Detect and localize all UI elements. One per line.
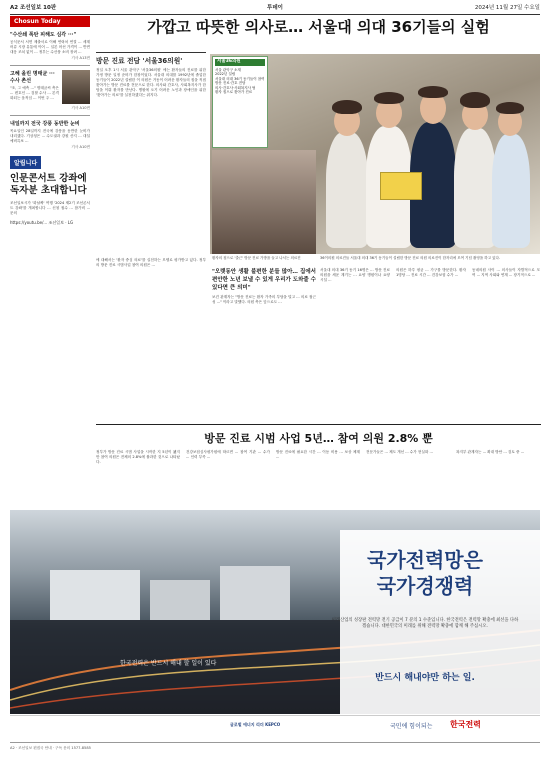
page-number: A2 조선일보 10판 [10,5,57,11]
sidebar-item-source: 기사 A10면 [71,106,90,110]
notice-headline[interactable]: 인문콘서트 강좌에 독자분 초대합니다 [10,173,87,196]
story2-column: 전문가들은 ... 제도 개선 ... 수가 현실화 ... [366,450,433,454]
sidebar-item-title: "수산쇄 폭탄 피해도 심각 ···" [10,32,77,38]
story-column [472,268,540,428]
story-column-text: 의원은 하루 평균 ... 가구를 방문한다. 환자 1명당 ... 진료 시간 ... 건강보험 수가 ... [396,268,466,277]
sidebar-item-body: 목요일인 28일까지 전국에 강풍을 동반한 눈비가 내리겠다. 기상청은 ... 수도권과 강원 산지 ... 대설 예비특보 ... [10,129,90,143]
ad-subtext: 미래산업의 성장판 전력망 전기 공급이 7 분의 1 수준입니다. 한국전력은 전력망 확충에 최선을 다하겠습니다. 대한민국의 미래를 위해 전력망 확충에 함께 해 주십시오. [331,618,519,629]
info-box [212,56,268,148]
sidebar-item[interactable] [10,120,90,150]
notice-section-title: 알립니다 [10,156,41,169]
portrait-photo [62,70,90,104]
issue-date: 2024년 11월 27일 수요일 [474,5,540,11]
ad-title-line: 국가전력망은 [367,548,483,572]
story2-column: 복지부 관계자는 ... 확대 방안 ... 검토 중 ... [456,450,525,454]
story-column-text: 동네의원 사이 ... 의사들이 자발적으로 모여 ... 지역 사회와 연계 ... 장기적으로 ... [472,268,540,277]
notice-body: 조선일보시가 '화날짜' 여행 '2024 제2기 조선콘서트 강좌'를 개최합니다 ... 신청 접수 ... 참가비 ... 문의 [10,201,90,215]
main-headline: 가깝고 따뜻한 의사로… 서울대 의대 36기들의 실험 [147,18,490,36]
doctor-photo [212,150,316,254]
info-box-title: 서울36의원 [215,59,265,66]
story-column [96,258,206,418]
story-column [320,268,390,428]
ad-slogan: 국민에 힘이되는 [390,723,433,730]
notice-contact[interactable]: https://youtu.be/... 조선일보 · LG [10,220,74,225]
pull-quote: "오랫동안 생활 불편한 분들 많아… 집에서 편안한 노년 보낼 수 있게 우리가 도와줄 수 있다면 큰 의미" [212,269,316,291]
sidebar [10,16,90,226]
info-box-item: 2022년 설립 [215,72,236,76]
page-header [10,2,540,15]
sidebar-item[interactable] [10,70,90,111]
page-footer: A2 · 조선일보 편집국 안내 · 구독 문의 1577-8585 [10,742,540,751]
group-photo [320,62,530,248]
info-box-item: 방문 진료·간호 전담 [215,81,246,85]
advertisement[interactable] [10,510,540,736]
info-box-item: 서울대 의대 36기 동기들이 참여 [215,76,265,81]
ad-image-caption: 한국전력은 반드시 해내 할 일이 있다 [120,660,217,667]
ad-title [330,547,520,599]
kepco-logo: 한국전력 [450,720,481,729]
story-column [212,268,316,428]
photo-caption-left: 환자의 집으로 '출근' 방문 진료 가방을 들고 나서는 의료진 [212,256,301,260]
section-title: 투데이 [267,5,283,11]
story-column-text: 에 대해서는 '환자 중심 의료'를 실천하는 모델로 평가받고 있다. 정부의 방문 진료 시범사업 참여 의원은 ... [96,258,206,267]
ad-city-night-image [10,510,540,714]
story-body: 정일 오후 1시 서울 관악구 '서울36의원' 에는 환자들의 진료를 위한 가정 방문 일정 준비가 한창이었다. 서울대 의대를 1992년에 졸업한 동기들이 2022년 설립한 이 의원은 거동이 어려운 환자들의 집을 직접 찾아가는 방문 진료를 전문으로 한다. 의사와 간호사, 사회복지사가 한 팀을 이뤄 환자를 만난다. 병원에 오기 어려운 노인과 장애인을 위한 '찾아가는 의료'를 실천하겠다는 취지다. [96,68,206,97]
ad-tagline: 반드시 해내야만 하는 일. [375,673,475,683]
sidebar-item-title: 고혜 올린 명태균 ··· 수사 촌선 [10,71,55,84]
story-lead [96,52,206,98]
story2-column: 방문 진료에 필요한 시간 ... 이동 비용 ... 보상 체계 ... [276,450,360,459]
sidebar-item-source: 기사 A13면 [71,56,90,60]
second-headline: 방문 진료 시범 사업 5년… 참여 의원 2.8% 뿐 [96,424,541,447]
story-column-text: 서울대 의대 36기 동기 16명은 ... 방문 진료 의원을 세운 계기는 ... 요양 병원이나 요양 시설 ... [320,268,390,282]
story-column [396,268,466,428]
photo-caption-right: 36이의원 의료진들 서울대 의대 36기 동기들이 설립한 방문 진료 의원 의료진이 한자리에 모여 기념 촬영을 하고 있다. [320,256,500,260]
sidebar-item-source: 기사 A10면 [71,145,90,149]
ad-brand-text: 글로벌 에너지 리더 KEPCO [230,722,281,727]
story-column-text: 보건 관계자는 "방문 진료는 환자 가족의 부담을 덜고 ... 의료 접근성 ..." 이라고 말했다. 의원 측은 앞으로도 ... [212,295,316,304]
ad-title-line: 국가경쟁력 [376,574,474,598]
story2-column: 건강보험심사평가원에 따르면 ... 참여 기관 ... 수가 ... 인력 부족 ... [186,450,270,459]
story2-column: 정부가 방문 진료 시범 사업을 시작한 지 5년이 됐지만 참여 의원은 전체의 2.8%에 불과한 것으로 나타났다. [96,450,180,464]
sidebar-item-body: 공식문서 서면 제출서로 이해 연락처 연결 ... 세계 어류 시장 유통에 이어 ... 일본 어선 가격이 ... 반면 대응 조치 없이 ... 정부는 수산품 소비 장려 ... [10,40,90,54]
info-box-item: 의사·간호사·사회복지사 팀 [215,85,256,90]
info-box-item: 서울 관악구 소재 [215,67,241,72]
story-subheadline: 방문 진료 전담 '서울36의원' [96,52,206,65]
ad-footer-bar [10,715,540,736]
info-box-item: 환자 집으로 찾아가 진료 [215,90,253,94]
sidebar-item-title: 내일까지 전국 강풍 동반한 눈비 [10,121,80,127]
sidebar-item-body: "조, 그 예측 ..." 명태균씨 측은 ... 변호인 ... 검찰 수사 ... 본격화되는 움직임 ... 이번 주 ... [10,86,59,100]
sidebar-section-title: Chosun Today [10,16,90,27]
sidebar-item[interactable] [10,31,90,61]
